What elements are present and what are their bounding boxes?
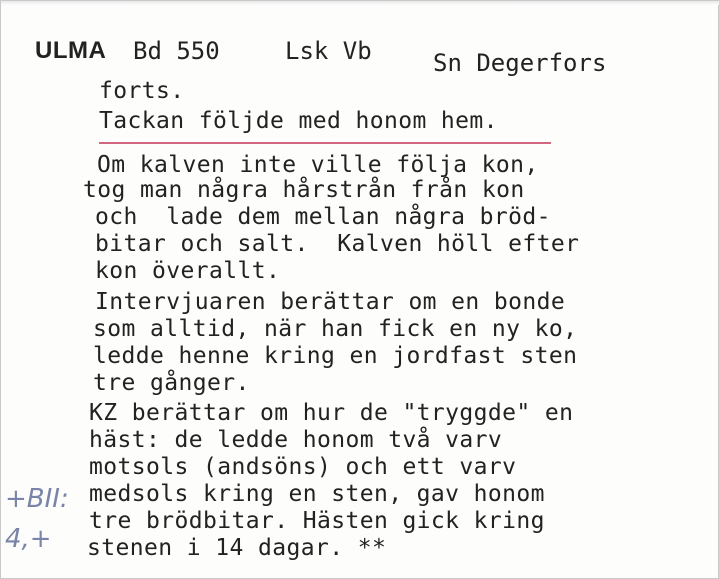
text-line: Intervjuaren berättar om en bonde — [95, 289, 566, 315]
text-line: KZ berättar om hur de "tryggde" en — [89, 400, 574, 426]
text-line: och lade dem mellan några bröd- — [95, 204, 551, 230]
card-header — [35, 37, 715, 77]
text-line: stenen i 14 dagar. ** — [87, 535, 387, 561]
margin-note-line: +BII: — [5, 484, 69, 514]
text-line: Tackan följde med honom hem. — [99, 108, 498, 134]
province-reference: Lsk Vb — [285, 37, 372, 65]
text-line: som alltid, när han fick en ny ko, — [93, 316, 578, 342]
text-line: medsols kring en sten, gav honom — [89, 481, 545, 507]
text-line: tog man några hårstrån från kon — [83, 177, 525, 203]
underline-mark — [99, 142, 551, 144]
parish-reference: Sn Degerfors — [433, 49, 607, 77]
archive-label: ULMA — [35, 37, 107, 64]
text-line: kon överallt. — [95, 258, 281, 284]
text-line: tre brödbitar. Hästen gick kring — [89, 508, 545, 534]
text-line: bitar och salt. Kalven höll efter — [95, 231, 580, 257]
text-line: häst: de ledde honom två varv — [89, 427, 503, 453]
text-line: tre gånger. — [93, 370, 250, 396]
pencil-margin-note — [5, 479, 69, 559]
margin-note-line: 4,+ — [5, 524, 52, 554]
text-line: forts. — [99, 78, 185, 104]
text-line: ledde henne kring en jordfast sten — [93, 343, 578, 369]
text-line: motsols (andsöns) och ett varv — [89, 454, 517, 480]
card-top-edge — [1, 1, 719, 5]
text-line: Om kalven inte ville följa kon, — [97, 152, 539, 178]
volume-reference: Bd 550 — [133, 37, 220, 65]
